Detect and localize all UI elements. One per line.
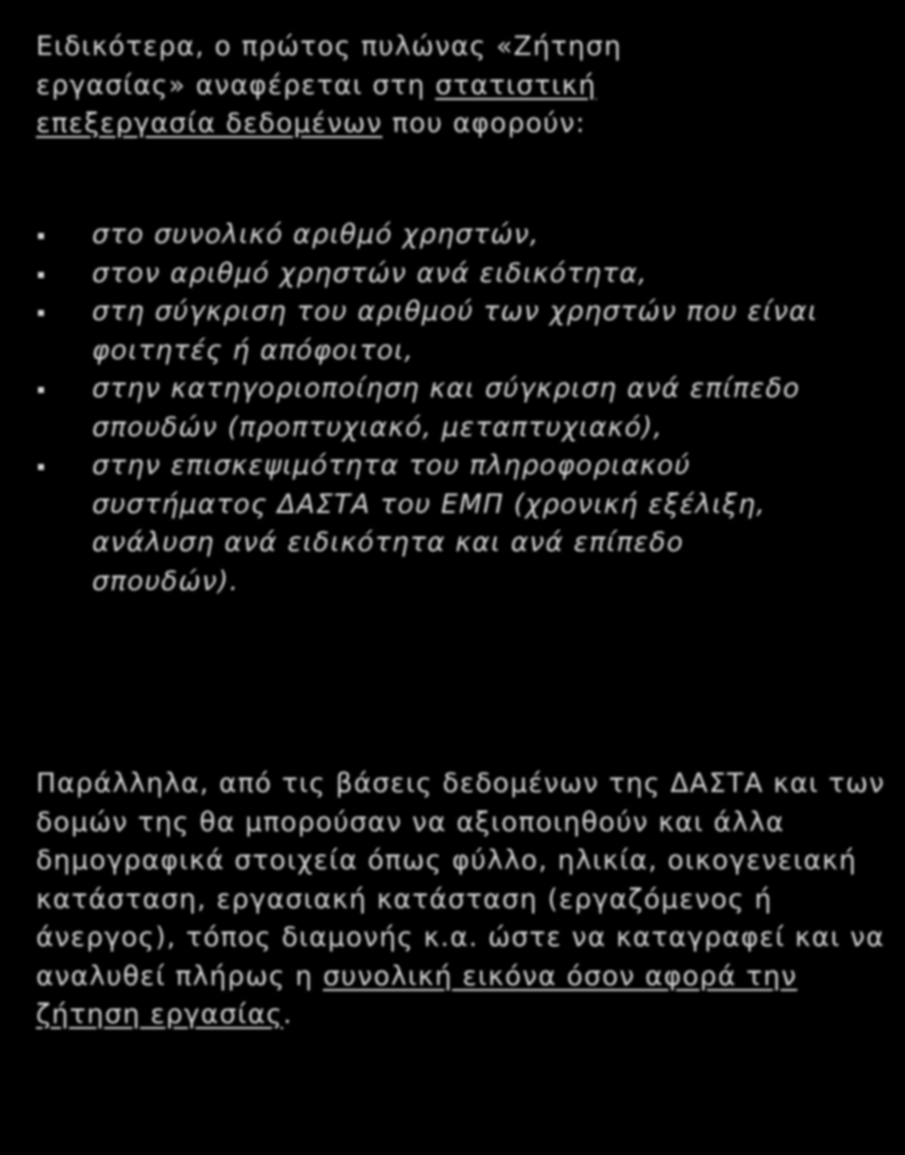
- bullet-marker: [38, 272, 44, 278]
- intro-text-end: που αφορούν:: [382, 108, 586, 139]
- intro-underlined-phrase: στατιστική επεξεργασία δεδομένων: [36, 69, 597, 139]
- closing-paragraph: [36, 765, 886, 1035]
- intro-paragraph: [36, 28, 726, 144]
- bullet-text: στην κατηγοριοποίηση και σύγκριση ανά επίπεδο σπουδών (προπτυχιακό, μεταπτυχιακό),: [92, 373, 801, 443]
- bullet-text: στην επισκεψιμότητα του πληροφοριακού συστήματος ΔΑΣΤΑ του ΕΜΠ (χρονική εξέλιξη, ανάλυση ανά ειδικότητα και ανά επίπεδο σπουδών).: [92, 450, 766, 597]
- bullet-item: [36, 447, 836, 601]
- closing-text-start: Παράλληλα, από τις βάσεις δεδομένων της ΔΑΣΤΑ και των δομών της θα μπορούσαν να αξιοποιηθούν και άλλα δημογραφικά στοιχεία όπως φύλλο, ηλικία, οικογενειακή κατάσταση, εργασιακή κατάσταση (εργαζόμενος ή άνεργος), τόπος διαμονής κ.α. ώστε να καταγραφεί και να αναλυθεί πλήρως η: [36, 768, 886, 992]
- bullet-item: [36, 370, 836, 447]
- bullet-item: [36, 293, 836, 370]
- bullet-text: στη σύγκριση του αριθμού των χρηστών που είναι φοιτητές ή απόφοιτοι,: [92, 296, 818, 366]
- closing-underlined-phrase: συνολική εικόνα όσον αφορά την ζήτηση εργασίας: [36, 960, 798, 1030]
- bullet-marker: [38, 387, 44, 393]
- intro-text-start: Ειδικότερα, ο πρώτος πυλώνας «Ζήτηση εργασίας» αναφέρεται στη: [36, 31, 622, 101]
- bullet-marker: [38, 233, 44, 239]
- bullet-item: [36, 255, 836, 294]
- bullet-text: στον αριθμό χρηστών ανά ειδικότητα,: [92, 257, 648, 289]
- bullet-text: στο συνολικό αριθμό χρηστών,: [92, 219, 540, 250]
- bullet-item: [36, 216, 836, 255]
- closing-text-end: .: [283, 999, 293, 1030]
- bullet-list: [36, 216, 836, 601]
- bullet-marker: [38, 310, 44, 316]
- bullet-marker: [38, 464, 44, 470]
